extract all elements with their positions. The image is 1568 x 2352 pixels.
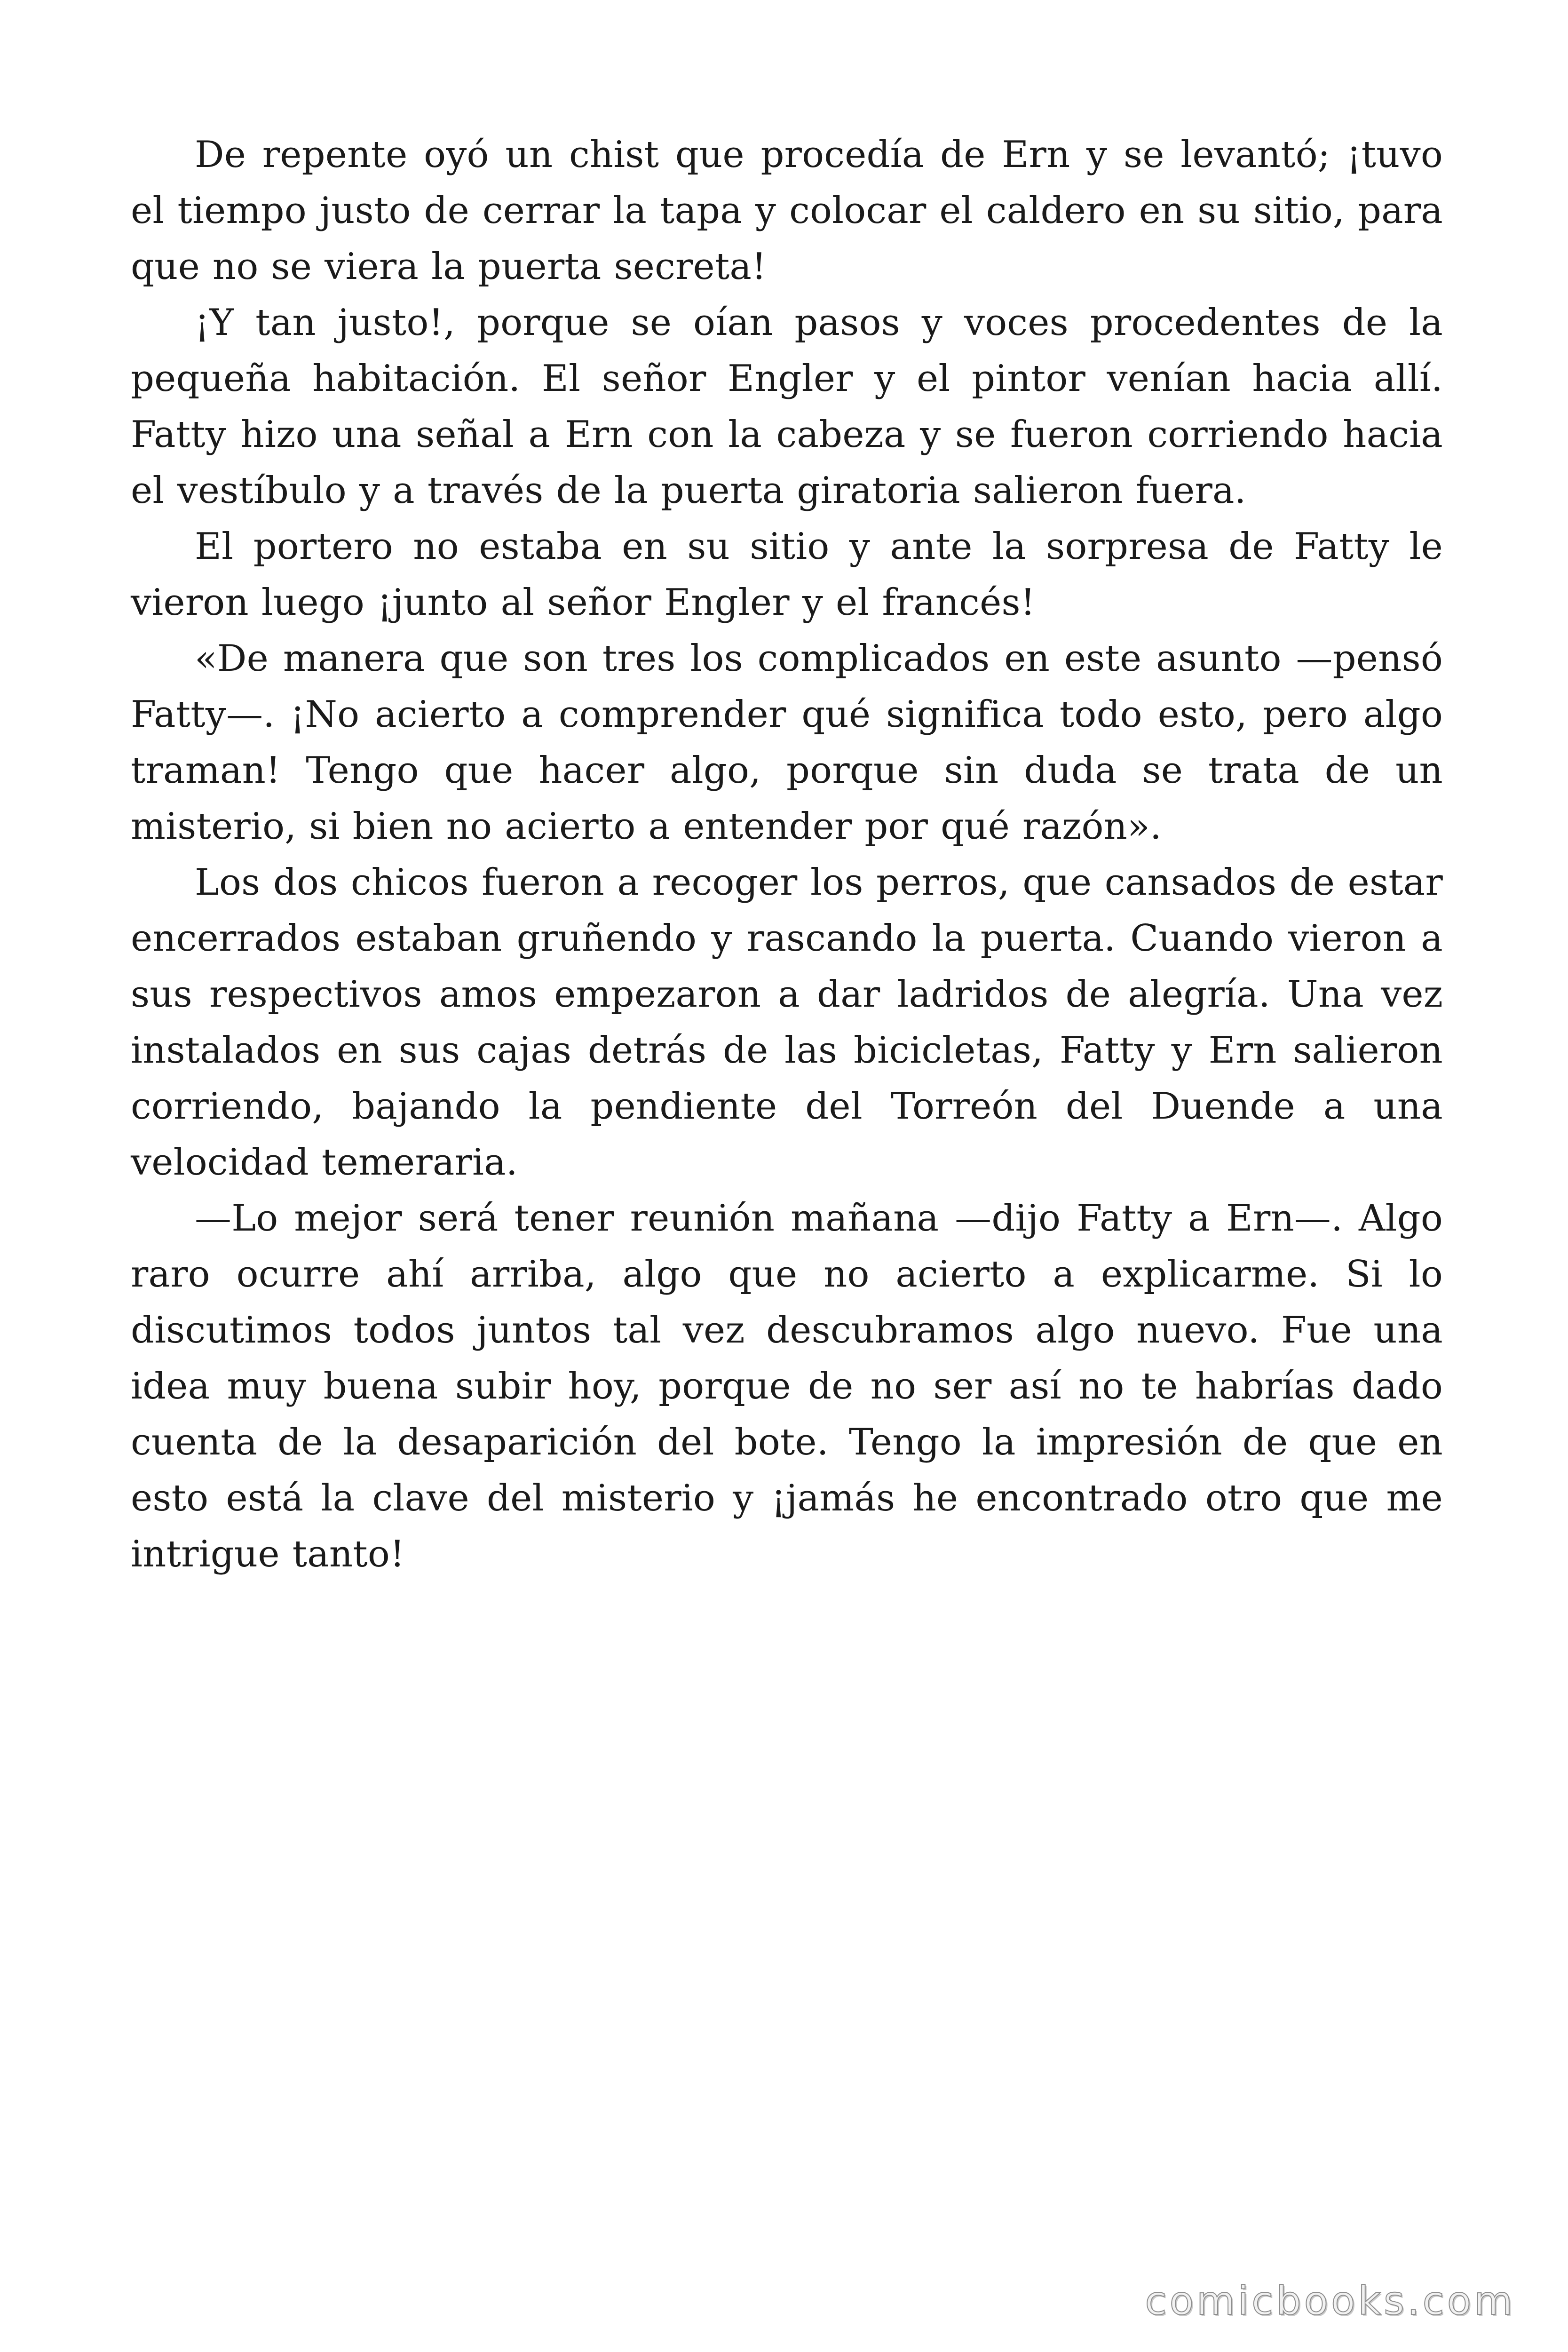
watermark: comicbooks.com bbox=[1145, 2278, 1515, 2324]
paragraph: Los dos chicos fueron a recoger los perros, que cansados de estar encerrados estaban gruñendo y rascando la puerta. Cuando vieron a sus respectivos amos empezaron a dar ladridos de alegría. Una vez instalados en sus cajas detrás de las bicicletas, Fatty y Ern salieron corriendo, bajando la pendiente del Torreón del Duende a una velocidad temeraria. bbox=[131, 861, 1443, 1184]
body-text bbox=[131, 127, 1443, 1582]
paragraph: El portero no estaba en su sitio y ante la sorpresa de Fatty le vieron luego ¡junto al señor Engler y el francés! bbox=[131, 525, 1443, 624]
paragraph: ¡Y tan justo!, porque se oían pasos y voces procedentes de la pequeña habitación. El señor Engler y el pintor venían hacia allí. Fatty hizo una señal a Ern con la cabeza y se fueron corriendo hacia el vestíbulo y a través de la puerta giratoria salieron fuera. bbox=[131, 302, 1443, 512]
paragraph: «De manera que son tres los complicados en este asunto —pensó Fatty—. ¡No acierto a comprender qué significa todo esto, pero algo traman! Tengo que hacer algo, porque sin duda se trata de un misterio, si bien no acierto a entender por qué razón». bbox=[131, 637, 1443, 848]
paragraph: —Lo mejor será tener reunión mañana —dijo Fatty a Ern—. Algo raro ocurre ahí arriba, algo que no acierto a explicarme. Si lo discutimos todos juntos tal vez descubramos algo nuevo. Fue una idea muy buena subir hoy, porque de no ser así no te habrías dado cuenta de la desaparición del bote. Tengo la impresión de que en esto está la clave del misterio y ¡jamás he encontrado otro que me intrigue tanto! bbox=[131, 1197, 1443, 1575]
paragraph: De repente oyó un chist que procedía de Ern y se levantó; ¡tuvo el tiempo justo de cerrar la tapa y colocar el caldero en su sitio, para que no se viera la puerta secreta! bbox=[131, 134, 1443, 288]
